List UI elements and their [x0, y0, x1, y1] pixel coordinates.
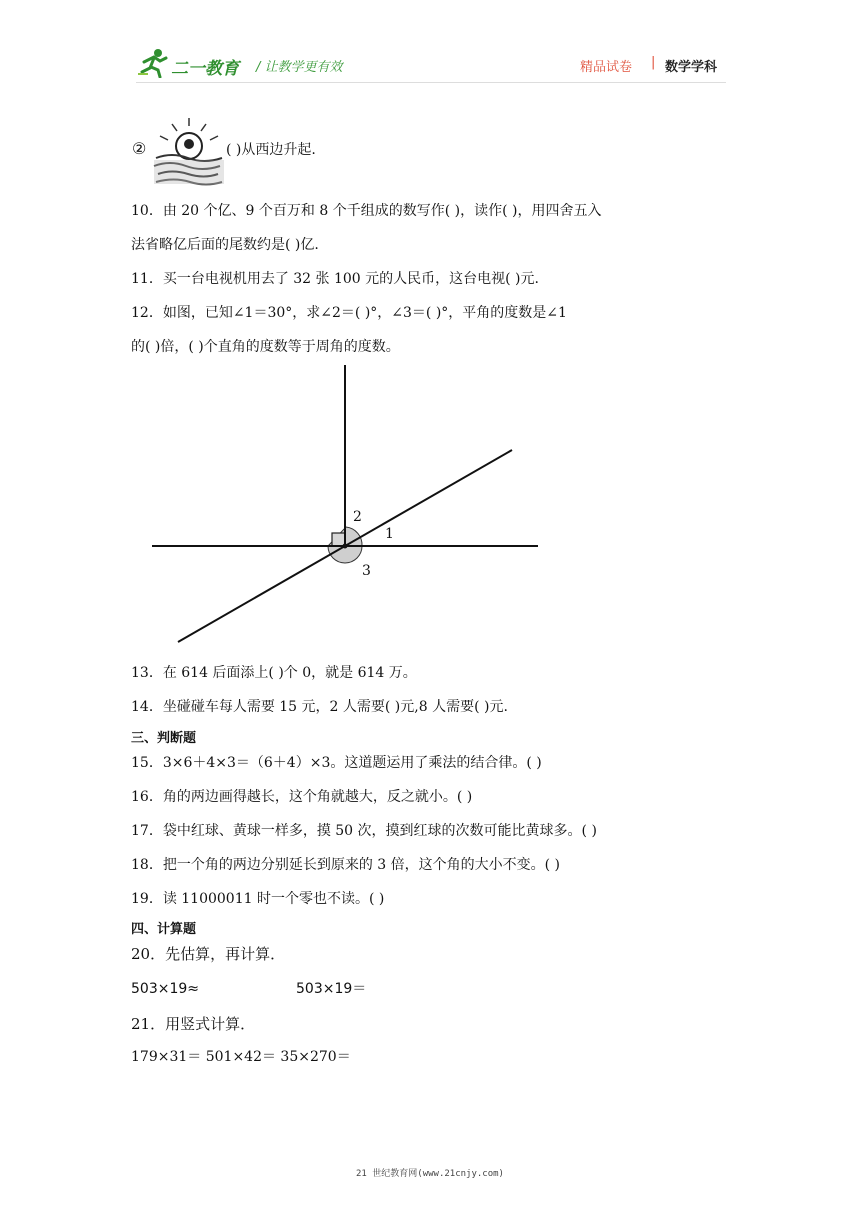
- page-footer: 21 世纪教育网(www.21cnjy.com): [356, 1169, 504, 1179]
- q20-compute: 503×19＝: [296, 981, 367, 997]
- runner-logo-icon: [136, 48, 170, 78]
- angle-label-3: 3: [362, 563, 371, 579]
- angle-figure: [140, 355, 550, 655]
- q18: 18．把一个角的两边分别延长到原来的 3 倍，这个角的大小不变。( ): [131, 857, 560, 873]
- q20-estimate: 503×19≈: [131, 981, 199, 997]
- sun-image: [152, 116, 226, 186]
- header-label-premium: 精品试卷: [580, 60, 633, 75]
- q10-line2: 法省略亿后面的尾数约是( )亿.: [131, 237, 319, 253]
- q17: 17．袋中红球、黄球一样多，摸 50 次，摸到红球的次数可能比黄球多。( ): [131, 823, 597, 839]
- q9-item2-text: ( )从西边升起.: [226, 142, 316, 158]
- angle-label-1: 1: [385, 526, 394, 542]
- q11: 11．买一台电视机用去了 32 张 100 元的人民币，这台电视( )元.: [131, 271, 539, 287]
- q9-item2-number: ②: [132, 139, 147, 158]
- header-slogan: / 让教学更有效: [256, 60, 343, 75]
- q13: 13．在 614 后面添上( )个 0，就是 614 万。: [131, 665, 417, 681]
- q14: 14．坐碰碰车每人需要 15 元，2 人需要( )元,8 人需要( )元.: [131, 699, 508, 715]
- q16: 16．角的两边画得越长，这个角就越大，反之就小。( ): [131, 789, 473, 805]
- q12-line2: 的( )倍，( )个直角的度数等于周角的度数。: [131, 339, 400, 355]
- section3-heading: 三、判断题: [131, 731, 197, 746]
- q21-items: 179×31＝ 501×42＝ 35×270＝: [131, 1049, 351, 1065]
- header-separator: |: [651, 55, 656, 70]
- section4-heading: 四、计算题: [131, 922, 197, 937]
- q20: 20．先估算，再计算．: [131, 945, 286, 963]
- q19: 19．读 11000011 时一个零也不读。( ): [131, 891, 385, 907]
- q10-line1: 10．由 20 个亿、9 个百万和 8 个千组成的数写作( )，读作( )，用四舍五入: [131, 203, 602, 219]
- q21: 21．用竖式计算．: [131, 1015, 256, 1033]
- angle-label-2: 2: [353, 509, 362, 525]
- q12-line1: 12．如图，已知∠1＝30°，求∠2＝( )°，∠3＝( )°，平角的度数是∠1: [131, 305, 567, 321]
- header: [0, 0, 860, 90]
- header-subject: 数学学科: [665, 60, 718, 75]
- right-angle-marker: [332, 533, 345, 546]
- header-divider: [136, 82, 726, 83]
- logo-text: 二一教育: [171, 59, 239, 79]
- q15: 15．3×6＋4×3＝（6＋4）×3。这道题运用了乘法的结合律。( ): [131, 755, 542, 771]
